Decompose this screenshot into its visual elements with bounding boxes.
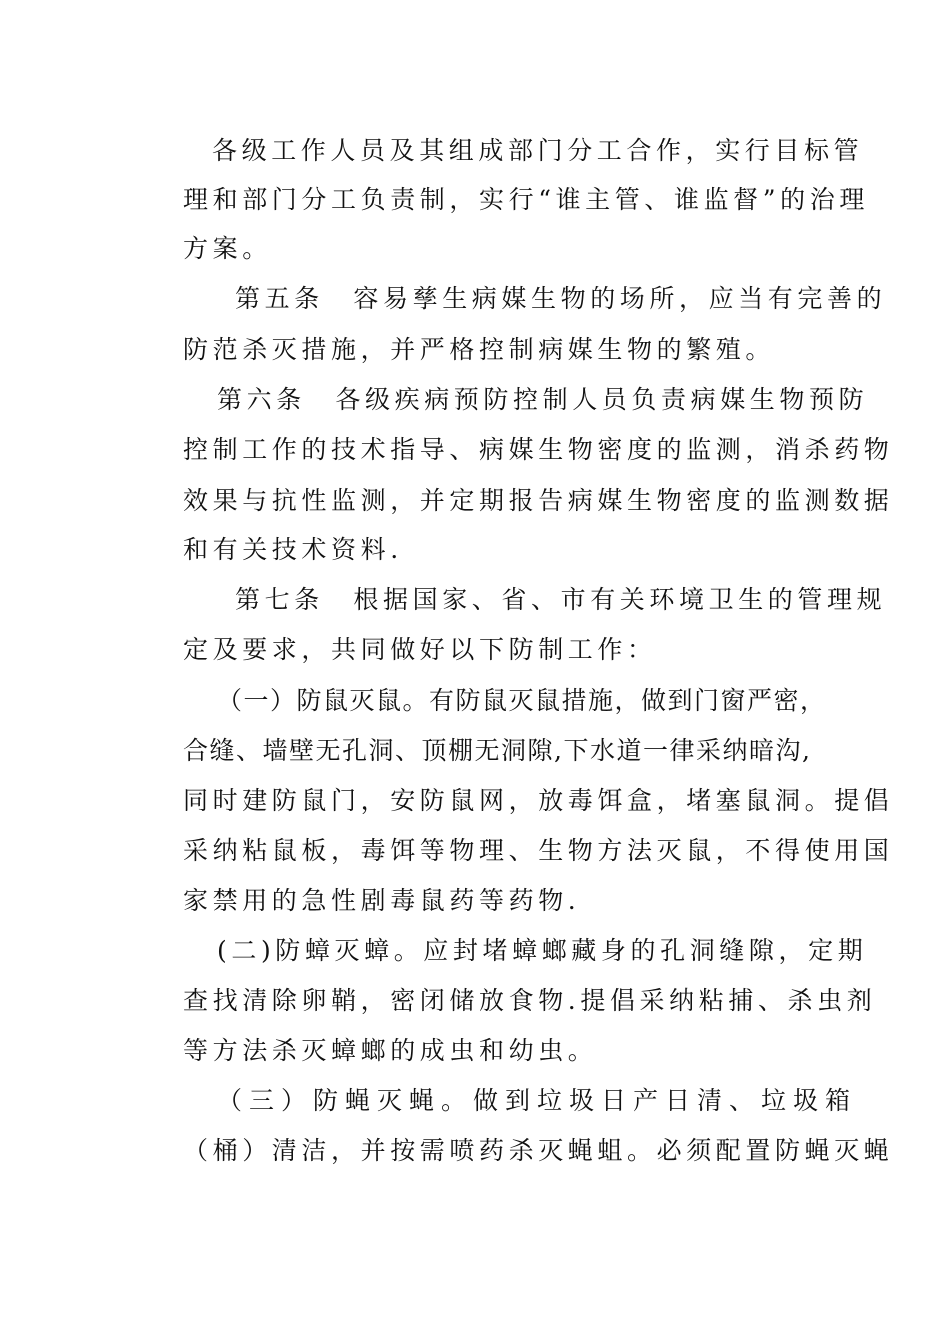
item-1-line-2: 合缝、墙壁无孔洞、顶棚无洞隙,下水道一律采纳暗沟, [183, 736, 812, 765]
item-2-line-2: 查找清除卵鞘，密闭储放食物.提倡采纳粘捕、杀虫剂 [183, 986, 877, 1015]
article-5-line-2: 防范杀灭措施，并严格控制病媒生物的繁殖。 [183, 335, 776, 364]
paragraph-line-3: 方案。 [183, 234, 272, 263]
item-2-line-1: (二)防蟑灭蟑。应封堵蟑螂藏身的孔洞缝隙，定期 [217, 936, 868, 965]
item-1-line-4: 采纳粘鼠板，毒饵等物理、生物方法灭鼠，不得使用国 [183, 836, 894, 865]
article-6-line-2: 控制工作的技术指导、病媒生物密度的监测，消杀药物 [183, 435, 894, 464]
item-1-line-1: （一）防鼠灭鼠。有防鼠灭鼠措施，做到门窗严密， [217, 686, 827, 715]
item-3-line-2: （桶）清洁，并按需喷药杀灭蝇蛆。必须配置防蝇灭蝇 [183, 1136, 894, 1165]
article-6-line-4: 和有关技术资料. [183, 535, 403, 564]
item-1-line-3: 同时建防鼠门，安防鼠网，放毒饵盒，堵塞鼠洞。提倡 [183, 786, 894, 815]
paragraph-line-1: 各级工作人员及其组成部门分工合作，实行目标管 [212, 136, 864, 165]
article-5-line-1: 第五条 容易孳生病媒生物的场所，应当有完善的 [235, 284, 887, 313]
article-7-line-1: 第七条 根据国家、省、市有关环境卫生的管理规 [235, 585, 887, 614]
paragraph-line-2: 理和部门分工负责制，实行“谁主管、谁监督”的治理 [183, 185, 869, 214]
article-6-line-1: 第六条 各级疾病预防控制人员负责病媒生物预防 [217, 385, 869, 414]
article-6-line-3: 效果与抗性监测，并定期报告病媒生物密度的监测数据 [183, 486, 894, 515]
item-3-line-1: （三）防蝇灭蝇。做到垃圾日产日清、垃圾箱 [217, 1086, 858, 1115]
item-2-line-3: 等方法杀灭蟑螂的成虫和幼虫。 [183, 1036, 598, 1065]
article-7-line-2: 定及要求，共同做好以下防制工作： [183, 635, 657, 664]
item-1-line-5: 家禁用的急性剧毒鼠药等药物. [183, 886, 581, 915]
